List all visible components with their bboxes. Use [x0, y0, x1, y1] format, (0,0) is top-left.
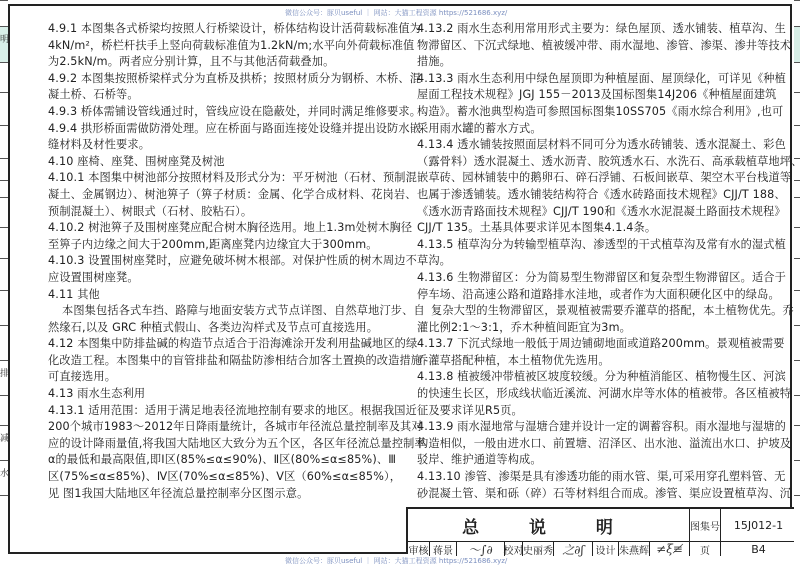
text-line: 4.13.1 适用范围：适用于满足地表径流地控制有要求的地区。根据我国近: [48, 403, 417, 417]
index-tab[interactable]: [794, 258, 800, 290]
atlas-no-label: 图集号: [689, 509, 720, 541]
index-tab[interactable]: [794, 325, 800, 360]
text-line: 4.10 座椅、座凳、围树座凳及树池: [48, 154, 225, 168]
text-line: 4.13.8 植被缓冲带植被区坡度较缓。分为种植消能区、植物慢生区、河滨: [417, 370, 786, 384]
index-tab[interactable]: [794, 180, 800, 197]
text-line: 应的设计降雨量值,将我国大陆地区大致分为五个区，各区年径流总量控制率: [48, 436, 426, 450]
text-line: 4.13.9 雨水湿地常与湿塘合建并设计一定的调蓄容积。雨水湿地与湿塘的: [417, 420, 786, 434]
index-tab[interactable]: 排: [0, 360, 8, 395]
index-tab[interactable]: [794, 227, 800, 258]
text-line: 征及要求详见R5页。: [417, 403, 523, 417]
index-tab[interactable]: [0, 258, 8, 290]
left-text-column: [48, 21, 426, 502]
left-index-tabs: [0, 0, 8, 568]
index-tab[interactable]: [0, 125, 8, 158]
text-line: 见 图1我国大陆地区年径流总量控制率分区图示意。: [48, 486, 309, 500]
designer-name: 朱燕辉: [618, 542, 649, 556]
text-line: 灌比例2:1～3:1，乔木种植间距宜为3m。: [417, 320, 631, 334]
text-line: 也属于渗透铺装。透水铺装结构符合《透水砖路面技术规程》CJJ/T 188、: [417, 187, 786, 201]
text-line: 构造相似，一般由进水口、前置塘、沼泽区、出水池、溢流出水口、护坡及: [417, 436, 792, 450]
text-line: 本图集包括各式车挡、路障与地面安装方式节点详图、自然草地汀步、自: [62, 304, 425, 318]
index-tab[interactable]: [794, 0, 800, 26]
index-tab[interactable]: [794, 26, 800, 62]
text-line: 的快速生长区，形成线状临近溪流、河湖水岸等水体的植被带。各区植被特: [417, 387, 792, 401]
text-line: 4.9.4 拱形桥面需做防滑处理。应在桥面与路面连接处设缝并提出设防水嵌: [48, 121, 422, 135]
watermark-bottom: 微信公众号：豚贝useful ｜ 网站：大猫工程资源 https://521686.xyz/: [285, 557, 508, 565]
text-line: 为2.5kN/m。两者应分别计算，且不与其他活荷载叠加。: [48, 55, 335, 69]
text-line: 4kN/m²，桥栏杆扶手上竖向荷载标准值为1.2kN/m;水平向外荷载标准值: [48, 38, 415, 52]
text-line: 4.13.7 下沉式绿地一般低于周边铺砌地面或道路200mm。景观植被需要: [417, 337, 785, 351]
text-line: 4.10.3 设置围树座凳时，应避免破坏树木根部。对保护性质的树木周边不: [48, 254, 417, 268]
text-line: 措施。: [417, 55, 452, 69]
text-line: 4.13.4 透水铺装按照面层材料不同可分为透水砖铺装、透水混凝土、彩色: [417, 138, 786, 152]
index-tab[interactable]: [0, 180, 8, 197]
text-line: 砂混凝土管、渠和砾（碎）石等材料组合而成。渗管、渠应设置植草沟、沉: [417, 486, 792, 500]
text-line: 4.10.2 树池箅子及围树座凳应配合树木胸径选用。地上1.3m处树木胸径: [48, 221, 413, 235]
index-tab[interactable]: [794, 125, 800, 158]
index-tab[interactable]: [0, 325, 8, 360]
review-label: 审核: [408, 545, 429, 557]
index-tab[interactable]: [0, 495, 8, 558]
watermark-top: 微信公众号：豚贝useful ｜ 网站：大猫工程资源 https://521686.xyz/: [285, 9, 508, 17]
text-line: 凝土、金属钢边）、树池箅子（箅子材质：金属、化学合成材料、花岗岩、: [48, 187, 417, 201]
text-line: 草沟。: [417, 254, 452, 268]
text-line: 4.13.2 雨水生态利用常用形式主要为：绿色屋顶、透水铺装、植草沟、生: [417, 22, 786, 35]
check-label: 校对: [504, 542, 522, 556]
index-tab[interactable]: [794, 197, 800, 227]
text-line: 缝材料及材性要求。: [48, 138, 151, 152]
text-line: 4.12 本图集中防排盐碱的构造节点适合于沿海滩涂开发利用盐碱地区的绿: [48, 337, 418, 351]
index-tab[interactable]: 明: [0, 26, 8, 62]
index-tab[interactable]: [0, 0, 8, 26]
text-line: 预制混凝土）、树眼式（石材、胶粘石）。: [48, 204, 253, 218]
text-line: CJJ/T 135。土基具体要求详见本图集4.1.4条。: [417, 221, 657, 235]
text-line: 至箅子内边缘之间大于200mm,距离座凳内边缘宜大于300mm。: [48, 237, 378, 251]
text-line: 复杂大型的生物滞留区，景观植被需要乔灌草的搭配，本土植物优先。乔: [431, 304, 794, 318]
text-line: 采用雨水罐的蓄水方式。: [417, 121, 542, 135]
text-line: 4.13.6 生物滞留区：分为简易型生物滞留区和复杂型生物滞留区。适合于: [417, 270, 786, 284]
text-line: 化改造工程。本图集中的盲管排盐和隔盐防渗相结合加客土置换的改造措施: [48, 353, 423, 367]
text-line: 4.13.5 植草沟分为转输型植草沟、渗透型的干式植草沟及常有水的湿式植: [417, 237, 786, 251]
text-line: 200个城市1983～2012年日降雨量统计，各城市年径流总量控制率及其对: [48, 420, 423, 434]
index-tab[interactable]: [794, 395, 800, 425]
text-line: 4.10.1 本图集中树池部分按照材料及形式分为：平牙树池（石材、预制混: [48, 171, 417, 185]
index-tab[interactable]: 减: [0, 425, 8, 460]
checker-signature: 之∂ʃ: [553, 542, 592, 556]
text-line: 乔灌草搭配种植，本土植物优先选用。: [417, 353, 610, 367]
text-line: 然缘石,以及 GRC 种植式假山、各类边沟样式及节点可直接选用。: [48, 320, 379, 334]
index-tab[interactable]: [0, 197, 8, 227]
index-tab[interactable]: [794, 360, 800, 395]
text-line: 区(75%≤α≤85%)、Ⅳ区(70%≤α≤85%)、Ⅴ区（60%≤α≤85%），: [48, 470, 402, 484]
reviewer-name: 蒋景: [429, 542, 456, 556]
index-tab[interactable]: [0, 395, 8, 425]
index-tab[interactable]: [0, 227, 8, 258]
checker-name: 史丽秀: [522, 542, 553, 556]
drawing-title: 总 说 明: [462, 517, 635, 538]
index-tab[interactable]: [0, 290, 8, 325]
text-line: 凝土桥、石桥等。: [48, 88, 139, 102]
text-line: 构造》。蓄水池典型构造可参照国标图集10SS705《雨水综合利用》,也可: [417, 104, 784, 118]
text-line: 驳岸、维护通道等构成。: [417, 453, 542, 467]
index-tab[interactable]: [0, 62, 8, 92]
text-line: α的最低和最高限值,即Ⅰ区(85%≤α≤90%)、Ⅱ区(80%≤α≤85%)、Ⅲ: [48, 453, 397, 467]
text-line: 可直接选用。: [48, 370, 117, 384]
index-tab[interactable]: [794, 460, 800, 495]
index-tab[interactable]: [794, 62, 800, 92]
page-label: 页: [689, 542, 720, 556]
designer-signature: ≠ξ≢: [649, 542, 689, 556]
text-line: 4.13.3 雨水生态利用中绿色屋顶即为种植屋面、屋顶绿化，可详见《种植: [417, 71, 786, 85]
index-tab[interactable]: 水: [0, 460, 8, 495]
reviewer-signature: ～∫∂: [456, 542, 504, 556]
right-text-column: [417, 21, 802, 502]
right-index-tabs: [794, 0, 800, 568]
text-line: 4.13.10 渗管、渗渠是具有渗透功能的雨水管、渠,可采用穿孔塑料管、无: [417, 470, 786, 484]
index-tab[interactable]: [0, 158, 8, 180]
text-line: 嵌草砖、园林铺装中的鹅卵石、碎石浮铺、石板间嵌草、架空木平台栈道等: [417, 171, 792, 185]
text-line: 4.13 雨水生态利用: [48, 387, 146, 401]
design-label: 设计: [592, 542, 618, 556]
text-line: 4.9.3 桥体需铺设管线通过时，管线应设在隐蔽处，并同时满足维修要求。: [48, 104, 422, 118]
index-tab[interactable]: [794, 92, 800, 125]
text-line: 《透水沥青路面技术规程》CJJ/T 190和《透水水泥混凝土路面技术规程》: [417, 204, 786, 218]
text-line: 物滞留区、下沉式绿地、植被缓冲带、雨水湿地、渗管、渗渠、渗井等技术: [417, 38, 792, 52]
drawing-title-cell: [408, 509, 689, 541]
text-line: 4.11 其他: [48, 287, 100, 301]
index-tab[interactable]: [0, 92, 8, 125]
atlas-no: 15J012-1: [720, 509, 796, 541]
text-line: 停车场、沿高速公路和道路排水洼地，或者作为大面积硬化区中的绿岛。: [417, 287, 780, 301]
index-tab[interactable]: [794, 425, 800, 460]
index-tab[interactable]: [794, 290, 800, 325]
text-line: 4.9.2 本图集按照桥梁样式分为直桥及拱桥；按照材质分为钢桥、木桥、混: [48, 71, 422, 85]
text-line: 屋面工程技术规程》JGJ 155－2013及国标图集14J206《种植屋面建筑: [417, 88, 777, 102]
page-number: B4: [720, 542, 796, 556]
text-line: 4.9.1 本图集各式桥梁均按照人行桥梁设计，桥体结构设计活荷载标准值为: [48, 22, 422, 35]
text-line: 应设置围树座凳。: [48, 270, 139, 284]
title-block: [406, 507, 794, 557]
text-line: （露骨料）透水混凝土、透水沥青、胶筑透水石、水洗石、高承载植草地坪、: [417, 154, 802, 168]
